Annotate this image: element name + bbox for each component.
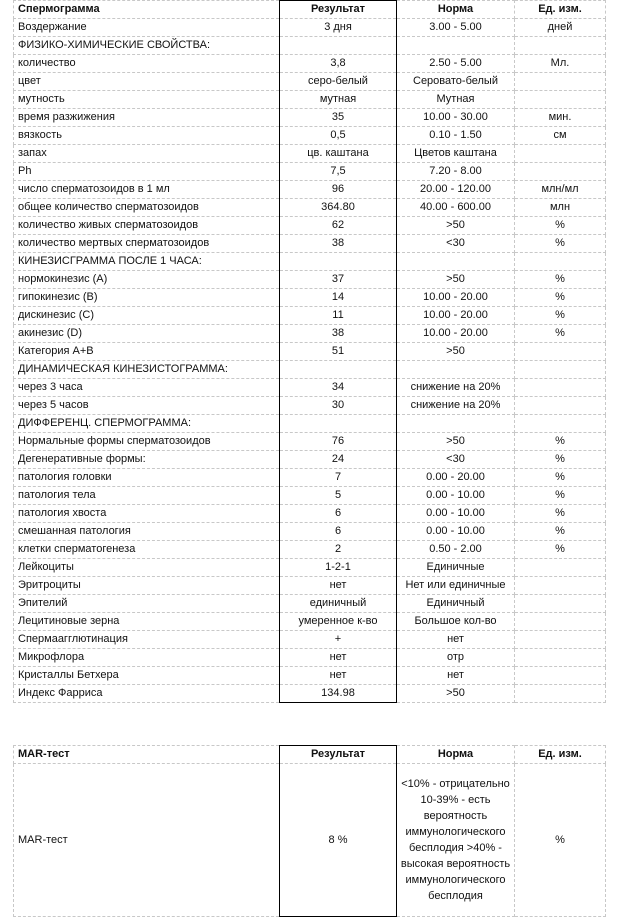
- row-unit: [515, 37, 606, 55]
- row-result: 364.80: [280, 199, 397, 217]
- row-name: Кристаллы Бетхера: [14, 667, 280, 685]
- row-unit: [515, 361, 606, 379]
- row-norm: >50: [397, 433, 515, 451]
- row-result: 30: [280, 397, 397, 415]
- row-norm: 10.00 - 30.00: [397, 109, 515, 127]
- row-result: 96: [280, 181, 397, 199]
- row-name: акинезис (D): [14, 325, 280, 343]
- row-unit: [515, 91, 606, 109]
- row-unit: [515, 343, 606, 361]
- row-result: нет: [280, 649, 397, 667]
- row-unit: %: [515, 451, 606, 469]
- row-unit: [515, 595, 606, 613]
- row-unit: [515, 685, 606, 703]
- row-norm: 20.00 - 120.00: [397, 181, 515, 199]
- row-unit: %: [515, 505, 606, 523]
- row-unit: [515, 145, 606, 163]
- row-norm: 3.00 - 5.00: [397, 19, 515, 37]
- row-norm: 40.00 - 600.00: [397, 199, 515, 217]
- row-norm: Мутная: [397, 91, 515, 109]
- row-norm: нет: [397, 667, 515, 685]
- row-norm: <30: [397, 235, 515, 253]
- row-result: 6: [280, 523, 397, 541]
- table-row: [14, 469, 606, 487]
- row-result: [280, 253, 397, 271]
- row-norm: 2.50 - 5.00: [397, 55, 515, 73]
- row-unit: [515, 559, 606, 577]
- row-norm: 0.00 - 20.00: [397, 469, 515, 487]
- row-unit: см: [515, 127, 606, 145]
- table-row: [14, 631, 606, 649]
- row-unit: %: [515, 235, 606, 253]
- row-name: патология головки: [14, 469, 280, 487]
- row-unit: %: [515, 469, 606, 487]
- row-name: Дегенеративные формы:: [14, 451, 280, 469]
- mar-unit: %: [515, 764, 606, 917]
- row-result: 14: [280, 289, 397, 307]
- header-name: Спермограмма: [14, 1, 280, 19]
- header-unit: Ед. изм.: [515, 1, 606, 19]
- row-name: нормокинезис (A): [14, 271, 280, 289]
- row-name: время разжижения: [14, 109, 280, 127]
- row-result: 3 дня: [280, 19, 397, 37]
- row-name: Нормальные формы сперматозоидов: [14, 433, 280, 451]
- row-result: 0,5: [280, 127, 397, 145]
- row-result: 51: [280, 343, 397, 361]
- row-name: количество мертвых сперматозоидов: [14, 235, 280, 253]
- row-norm: <30: [397, 451, 515, 469]
- row-unit: %: [515, 487, 606, 505]
- table-row: [14, 595, 606, 613]
- row-unit: [515, 73, 606, 91]
- row-result: [280, 415, 397, 433]
- row-norm: 0.10 - 1.50: [397, 127, 515, 145]
- row-norm: 0.00 - 10.00: [397, 505, 515, 523]
- row-unit: [515, 667, 606, 685]
- row-unit: мин.: [515, 109, 606, 127]
- row-unit: [515, 613, 606, 631]
- row-unit: млн/мл: [515, 181, 606, 199]
- row-norm: 0.00 - 10.00: [397, 487, 515, 505]
- table-row: [14, 343, 606, 361]
- table-row: [14, 577, 606, 595]
- table-row: [14, 235, 606, 253]
- table-row: [14, 379, 606, 397]
- row-name: количество живых сперматозоидов: [14, 217, 280, 235]
- row-unit: %: [515, 541, 606, 559]
- table-row: [14, 163, 606, 181]
- row-result: 6: [280, 505, 397, 523]
- row-norm: >50: [397, 685, 515, 703]
- table-row: [14, 199, 606, 217]
- mar-name: MAR-тест: [14, 764, 280, 917]
- row-unit: %: [515, 289, 606, 307]
- table-row: [14, 145, 606, 163]
- row-norm: снижение на 20%: [397, 397, 515, 415]
- mar-norm: <10% - отрицательно 10-39% - есть вероятность иммунологического бесплодия >40% - высокая вероятность иммунологического бесплодия: [397, 764, 515, 917]
- table-body: [14, 19, 606, 703]
- row-name: патология хвоста: [14, 505, 280, 523]
- spermogram-table: [13, 0, 606, 703]
- row-norm: [397, 361, 515, 379]
- row-result: 76: [280, 433, 397, 451]
- mar-header-norm: Норма: [397, 746, 515, 764]
- row-name: Спермаагглютинация: [14, 631, 280, 649]
- table-row: [14, 415, 606, 433]
- table-row: [14, 91, 606, 109]
- row-norm: Серовато-белый: [397, 73, 515, 91]
- table-row: [14, 19, 606, 37]
- row-unit: [515, 415, 606, 433]
- row-name: ДИНАМИЧЕСКАЯ КИНЕЗИСТОГРАММА:: [14, 361, 280, 379]
- table-row: [14, 649, 606, 667]
- row-name: Эритроциты: [14, 577, 280, 595]
- table-row: [14, 397, 606, 415]
- row-name: общее количество сперматозоидов: [14, 199, 280, 217]
- row-result: единичный: [280, 595, 397, 613]
- mar-header-name: MAR-тест: [14, 746, 280, 764]
- row-name: смешанная патология: [14, 523, 280, 541]
- row-norm: Большое кол-во: [397, 613, 515, 631]
- row-result: [280, 361, 397, 379]
- row-name: ДИФФЕРЕНЦ. СПЕРМОГРАММА:: [14, 415, 280, 433]
- table-row: [14, 541, 606, 559]
- table-row: [14, 253, 606, 271]
- mar-header-row: [14, 746, 606, 764]
- table-row: [14, 613, 606, 631]
- row-unit: %: [515, 307, 606, 325]
- row-unit: млн: [515, 199, 606, 217]
- table-row: [14, 217, 606, 235]
- row-unit: %: [515, 325, 606, 343]
- row-unit: дней: [515, 19, 606, 37]
- row-norm: >50: [397, 343, 515, 361]
- row-name: через 3 часа: [14, 379, 280, 397]
- row-name: цвет: [14, 73, 280, 91]
- row-norm: нет: [397, 631, 515, 649]
- row-result: 11: [280, 307, 397, 325]
- row-unit: [515, 631, 606, 649]
- table-row: [14, 307, 606, 325]
- row-name: Индекс Фарриса: [14, 685, 280, 703]
- row-norm: 10.00 - 20.00: [397, 325, 515, 343]
- table-row: [14, 361, 606, 379]
- row-unit: [515, 397, 606, 415]
- row-result: 38: [280, 235, 397, 253]
- row-norm: [397, 37, 515, 55]
- row-name: ФИЗИКО-ХИМИЧЕСКИЕ СВОЙСТВА:: [14, 37, 280, 55]
- mar-data-row: [14, 764, 606, 917]
- table-row: [14, 523, 606, 541]
- row-name: патология тела: [14, 487, 280, 505]
- row-norm: [397, 253, 515, 271]
- row-unit: [515, 577, 606, 595]
- table-row: [14, 325, 606, 343]
- row-name: число сперматозоидов в 1 мл: [14, 181, 280, 199]
- mar-test-table: [13, 745, 606, 917]
- table-row: [14, 271, 606, 289]
- row-name: через 5 часов: [14, 397, 280, 415]
- row-result: [280, 37, 397, 55]
- row-result: нет: [280, 667, 397, 685]
- row-result: нет: [280, 577, 397, 595]
- row-unit: [515, 163, 606, 181]
- row-norm: Цветов каштана: [397, 145, 515, 163]
- row-norm: Единичные: [397, 559, 515, 577]
- row-result: 2: [280, 541, 397, 559]
- row-unit: [515, 253, 606, 271]
- row-name: Лейкоциты: [14, 559, 280, 577]
- table-row: [14, 289, 606, 307]
- row-name: Лецитиновые зерна: [14, 613, 280, 631]
- row-result: 7,5: [280, 163, 397, 181]
- row-name: запах: [14, 145, 280, 163]
- table-row: [14, 559, 606, 577]
- row-unit: %: [515, 433, 606, 451]
- row-norm: 0.50 - 2.00: [397, 541, 515, 559]
- row-norm: >50: [397, 217, 515, 235]
- table-row: [14, 487, 606, 505]
- row-result: 35: [280, 109, 397, 127]
- row-unit: Мл.: [515, 55, 606, 73]
- row-name: гипокинезис (B): [14, 289, 280, 307]
- header-norm: Норма: [397, 1, 515, 19]
- row-name: вязкость: [14, 127, 280, 145]
- table-row: [14, 109, 606, 127]
- row-name: дискинезис (C): [14, 307, 280, 325]
- table-row: [14, 37, 606, 55]
- row-name: количество: [14, 55, 280, 73]
- table-row: [14, 505, 606, 523]
- row-result: 1-2-1: [280, 559, 397, 577]
- table-row: [14, 685, 606, 703]
- row-result: 7: [280, 469, 397, 487]
- mar-header-unit: Ед. изм.: [515, 746, 606, 764]
- table-row: [14, 433, 606, 451]
- table-row: [14, 127, 606, 145]
- row-unit: [515, 379, 606, 397]
- row-name: Ph: [14, 163, 280, 181]
- row-norm: 0.00 - 10.00: [397, 523, 515, 541]
- row-name: Воздержание: [14, 19, 280, 37]
- row-result: 37: [280, 271, 397, 289]
- table-row: [14, 73, 606, 91]
- row-norm: >50: [397, 271, 515, 289]
- row-result: мутная: [280, 91, 397, 109]
- row-name: клетки сперматогенеза: [14, 541, 280, 559]
- row-norm: 10.00 - 20.00: [397, 289, 515, 307]
- row-norm: Нет или единичные: [397, 577, 515, 595]
- row-name: КИНЕЗИСГРАММА ПОСЛЕ 1 ЧАСА:: [14, 253, 280, 271]
- table-row: [14, 55, 606, 73]
- row-result: 5: [280, 487, 397, 505]
- row-result: 62: [280, 217, 397, 235]
- header-result: Результат: [280, 1, 397, 19]
- row-result: умеренное к-во: [280, 613, 397, 631]
- row-result: 3,8: [280, 55, 397, 73]
- row-result: 38: [280, 325, 397, 343]
- row-name: Микрофлора: [14, 649, 280, 667]
- row-name: мутность: [14, 91, 280, 109]
- header-row: [14, 1, 606, 19]
- row-norm: Единичный: [397, 595, 515, 613]
- row-norm: отр: [397, 649, 515, 667]
- row-norm: снижение на 20%: [397, 379, 515, 397]
- row-norm: 10.00 - 20.00: [397, 307, 515, 325]
- row-name: Эпителий: [14, 595, 280, 613]
- row-norm: 7.20 - 8.00: [397, 163, 515, 181]
- row-result: 134.98: [280, 685, 397, 703]
- row-result: 24: [280, 451, 397, 469]
- row-unit: [515, 649, 606, 667]
- mar-header-result: Результат: [280, 746, 397, 764]
- row-unit: %: [515, 217, 606, 235]
- row-result: серо-белый: [280, 73, 397, 91]
- mar-result: 8 %: [280, 764, 397, 917]
- row-result: цв. каштана: [280, 145, 397, 163]
- row-result: 34: [280, 379, 397, 397]
- row-unit: %: [515, 271, 606, 289]
- row-result: +: [280, 631, 397, 649]
- table-row: [14, 181, 606, 199]
- row-name: Категория A+B: [14, 343, 280, 361]
- table-row: [14, 667, 606, 685]
- row-norm: [397, 415, 515, 433]
- row-unit: %: [515, 523, 606, 541]
- table-row: [14, 451, 606, 469]
